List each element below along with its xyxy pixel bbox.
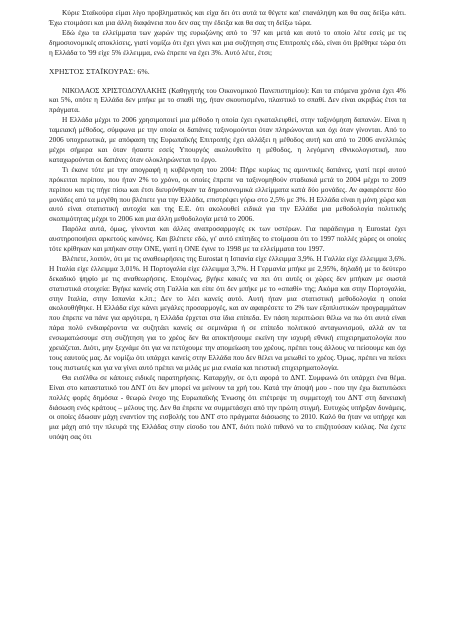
paragraph: Εδώ έχω τα ελλείμματα των χωρών της ευρωζώνης από το `97 και μετά και αυτό το οποίο λέτε εσείς με τις δημοσιονομικές αποκλίσεις, γιατί νομίζω ότι έχει γίνει και μια συζήτηση στις Επιτροπές εδώ, είναι ότι βρέθηκε τώρα ότι η Ελλάδα το '99 είχε 5% έλλειμμα, ενώ έπρεπε να έχει 3%. Αυτό λέτε, έτσι; <box>49 27 406 57</box>
paragraph: Κύριε Σταϊκούρα είμαι λίγο προβληματικός και είχα δει ότι αυτά τα θέγετε και' επανάληψη και θα σας δείξω κάτι. Έχω ετοιμάσει και μια άλλη διαφάνεια που δεν σας την έδειξα και θα σας τη δείξω τώρα. <box>49 8 406 27</box>
speaker-heading: ΧΡΗΣΤΟΣ ΣΤΑΪΚΟΥΡΑΣ: 6%. <box>49 66 150 76</box>
paragraph: Θα εισέλθω σε κάποιες ειδικές παρατηρήσεις. Καταρχήν, σε ό,τι αφορά το ΔΝΤ. Συμφωνώ ότι υπάρχει ένα θέμα. Είναι στο καταστατικό του ΔΝΤ ότι δεν μπορεί να μείνουν τα χρή του. Κατά την άποψή μου - που την έχω διατυπώσει πολλές φορές δημόσια - θεωρώ ένοχο της Ευρωπαϊκής Ένωσης ότι επέτρεψε τη συμμετοχή του ΔΝΤ στη δανειακή διάσωση ενός κράτους – μέλους της. Δεν θα έπρεπε να συμμετάσχει από την πρώτη στιγμή. Ευτυχώς υπήρξαν δυνάμεις, οι οποίες έδωσαν μάχη εναντίον της εισβολής του ΔΝΤ στο πράγματα διάσωσης το 2010. Καλό θα ήταν να υπήρχε και μια μάχη από την πλευρά της Ελλάδας στην είσοδο του ΔΝΤ, διότι πολύ πιθανό να το επιζητούσαν κιόλας. Να έχετε υπόψη σας ότι <box>49 372 406 442</box>
paragraph: Βλέπετε, λοιπόν, ότι με τις αναθεωρήσεις της Eurostat η Ισπανία είχε έλλειμμα 3,9%. Η Γαλλία είχε έλλειμμα 3,6%. Η Ιταλία είχε έλλειμμα 3,01%. Η Πορτογαλία είχε έλλειμμα 3,7%. Η Γερμανία μπήκε με 2,95%, δηλαδή με το δεύτερο δεκαδικό ψηφίο με τις αναθεωρήσεις. Επομένως, βγήκε κακιές να πει ότι αυτές οι χώρες δεν μπήκαν με σωστά στατιστικά στοιχεία: Βγήκε κανείς στη Γαλλία και είπε ότι δεν μπήκε με το «σπαθί» της; Ακόμα και στην Πορτογαλία, στην Ιταλία, στην Ισπανία κ.λπ.; Δεν το λέει κανείς αυτό. Αυτή ήταν μια στατιστική μεθοδολογία η οποία ακολουθήθηκε. Η Ελλάδα είχε κάνει μεγάλες προσαρμογές, και αν αφαιρέσετε το 2% των εξοπλιστικών προγραμμάτων που έπρεπε να πάνε για αργότερα, η Ελλάδα έρχεται στα ίδια επίπεδα. Εν πάση περιπτώσει θέλω να πω ότι αυτά είναι πάρα πολύ ενδιαφέροντα να συζητάει κανείς σε σεμινάρια ή σε επίπεδο πολιτικού ανταγωνισμού, αλλά αν τα ενσωματώσουμε στη συζήτηση για το χρέος δεν θα αποκτήσουμε εκείνη την ισχυρή εθνική επιχειρηματολογία που χρειάζεται. Διότι, μην ξεχνάμε ότι για να πετύχουμε την απομείωση του χρέους, πρέπει τους άλλους να πείσουμε και όχι τους εαυτούς μας. Δε νομίζω ότι υπάρχει κανείς στην Ελλάδα που δεν θέλει να μειωθεί το χρέος. Όμως, πρέπει να πείσει τους πιστωτές και για να γίνει αυτό πρέπει να μιλάς με μια ενιαία και πειστική επιχειρηματολογία. <box>49 253 406 372</box>
paragraph: Παρόλα αυτά, όμως, γίνονται και άλλες αναπροσαρμογές εκ των υστέρων. Για παράδειγμα η Eurostat έχει αυστηροποιήσει αρκετούς κανόνες. Και βλέπετε εδώ, γι' αυτό επίτηδες το ετοίμασα ότι το 1997 πολλές χώρες οι οποίες τότε κρίθηκαν και μπήκαν στην ΟΝΕ, γιατί η ΟΝΕ έγινε το 1998 με τα ελλείμματα του 1997. <box>49 224 406 254</box>
paragraph: Η Ελλάδα μέχρι το 2006 χρησιμοποιεί μια μέθοδο η οποία έχει εγκαταλειφθεί, στην ταξινόμηση δαπανών. Είναι η ταμειακή μέθοδος, σύμφωνα με την οποία οι δαπάνες ταξινομούνται όταν πληρώνονται και όχι όταν γίνονται. Από το 2006 υποχρεωτικά, με απόφαση της Ευρωπαϊκής Επιτροπής έχει αλλάξει η μέθοδος αυτή και από το 2006 ανελλιπώς μέχρι σήμερα και όταν ήσαστε εσείς Υπουργός ακολουθείτο η μέθοδος, η λεγόμενη εθνικολογιστική, που καταχωρούνται οι δαπάνες όταν ολοκληρώνεται το έργο. <box>49 115 406 164</box>
speaker-intro-paragraph: ΝΙΚΟΛΑΟΣ ΧΡΙΣΤΟΔΟΥΛΑΚΗΣ (Καθηγητής του Οικονομικού Πανεπιστημίου): Και τα επόμενα χρόνια έχει 4% και 5%, οπότε η Ελλάδα δεν μπήκε με το σπαθί της, ήταν σκουπισμένο, πλαστικό το σπαθί. Δεν είναι ακριβώς έτσι τα πράγματα. <box>49 85 406 115</box>
paragraph: Τι έκανε τότε με την απογραφή η κυβέρνηση του 2004: Πήρε κυρίως τις αμυντικές δαπάνες, γιατί περί αυτού πρόκειται περίπου, που ήταν 2% το χρόνο, οι οποίες έπρεπε να ταξινομηθούν σταδιακά μετά το 2004 μέχρι το 2009 περίπου και τις πήγε πίσω και έτσι διευρύνθηκαν τα δημοσιονομικά ελλείμματα κατά δύο μονάδες. Αν αφαιρέσετε δύο μονάδες από τα μεγέθη που βλέπετε για την Ελλάδα, επιστρέφει γύρω στο 2,5% με 3%. Η Ελλάδα είναι η μόνη χώρα και αυτό είναι στατιστική αυτοχία και της Ε.Ε. ότι ακολουθεί ειδικά για την Ελλάδα μια μεθοδολογία πολιτικής σκοπιμότητας μέχρι το 2006 και μια άλλη μεθοδολογία μετά το 2006. <box>49 164 406 224</box>
